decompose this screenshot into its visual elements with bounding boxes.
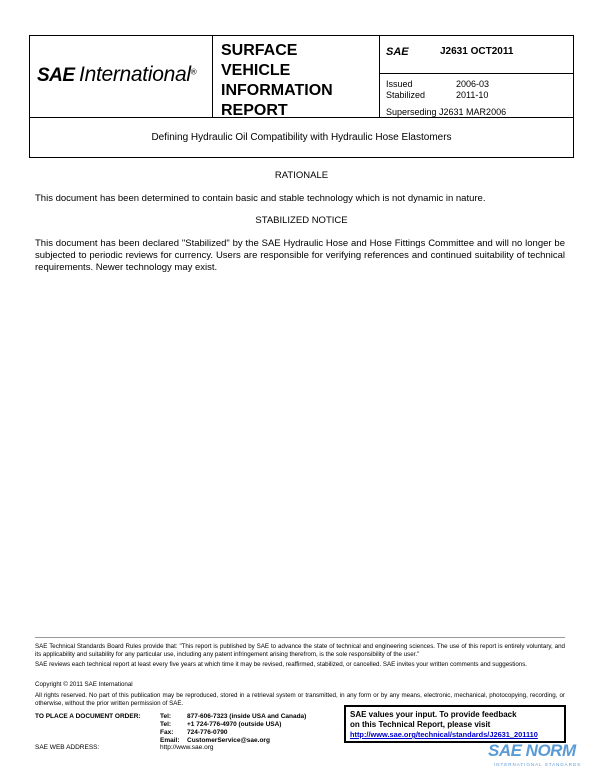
customer-service-email[interactable]: CustomerService@sae.org	[187, 737, 270, 744]
superseding: Superseding J2631 MAR2006	[386, 107, 507, 117]
document-number: J2631 OCT2011	[440, 46, 514, 57]
feedback-link[interactable]: http://www.sae.org/technical/standards/J2631_201110	[350, 730, 538, 739]
sae-norm-watermark: SAE NORM INTERNATIONAL STANDARDS	[488, 741, 582, 767]
rationale-text: This document has been determined to contain basic and stable technology which is not dynamic in nature.	[35, 193, 486, 204]
web-address-link[interactable]: http://www.sae.org	[160, 744, 214, 751]
technical-standards-rules: SAE Technical Standards Board Rules provide that: "This report is published by SAE to advance the state of technical and engineering sciences. The use of this report is entirely voluntary, and its applicability and suitability for any particular use, including any patent infringement arising therefrom, is the sole responsibility of the user."	[35, 643, 565, 658]
tel-international: +1 724-776-4970 (outside USA)	[187, 721, 282, 728]
review-notice: SAE reviews each technical report at least every five years at which time it may be revised, reaffirmed, stabilized, or cancelled. SAE invites your written comments and suggestions.	[35, 661, 528, 668]
copyright: Copyright © 2011 SAE International	[35, 681, 133, 688]
header-divider	[212, 36, 213, 117]
sae-international-logo: SAE International®	[37, 63, 197, 86]
tel-domestic: 877-606-7323 (inside USA and Canada)	[187, 713, 307, 720]
sae-mark: SAE	[386, 46, 409, 58]
stabilized-notice-text: This document has been declared "Stabilized" by the SAE Hydraulic Hose and Hose Fittings Committee and will no longer be subjected to periodic reviews for currency. Users are responsible for verifying references and continued suitability of technical requirements. Newer technology may exist.	[35, 238, 565, 273]
header-divider	[379, 36, 380, 117]
issued-row: Issued 2006-03	[386, 79, 490, 89]
stabilized-notice-heading: STABILIZED NOTICE	[255, 215, 348, 226]
stabilized-row: Stabilized 2011-10	[386, 90, 489, 100]
document-title: Defining Hydraulic Oil Compatibility with Hydraulic Hose Elastomers	[29, 118, 574, 158]
footer-divider	[35, 637, 565, 638]
rights-notice: All rights reserved. No part of this publication may be reproduced, stored in a retrieval system or transmitted, in any form or by any means, electronic, mechanical, photocopying, recording, or otherwise, without the prior written permission of SAE.	[35, 692, 565, 707]
fax-number: 724-776-0790	[187, 729, 228, 736]
rationale-heading: RATIONALE	[274, 170, 329, 181]
feedback-box: SAE values your input. To provide feedback on this Technical Report, please visit http://www.sae.org/technical/standards/J2631_201110	[344, 705, 566, 743]
web-address-row: SAE WEB ADDRESS: http://www.sae.org	[35, 744, 214, 751]
report-type: SURFACE VEHICLE INFORMATION REPORT	[221, 42, 333, 119]
header-divider	[379, 73, 574, 74]
document-header	[29, 35, 574, 118]
